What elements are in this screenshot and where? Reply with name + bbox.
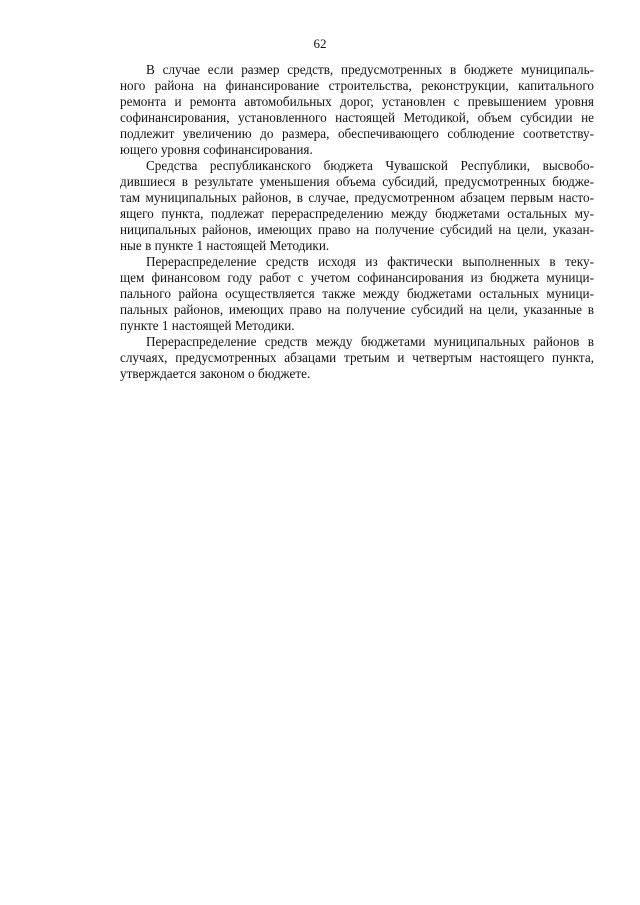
- text-line: там муниципальных районов, в случае, предусмотренном абзацем первым насто-: [120, 190, 594, 205]
- text-line: ющего уровня софинансирования.: [120, 142, 313, 157]
- text-line: В случае если размер средств, предусмотренных в бюджете муниципаль-: [146, 62, 594, 77]
- paragraph-1: [120, 62, 594, 158]
- paragraph-2: [120, 158, 594, 254]
- text-line: пальных районов, имеющих право на получение субсидий на цели, указанные в: [120, 302, 594, 317]
- text-line: ящего пункта, подлежат перераспределению между бюджетами остальных му-: [120, 206, 594, 221]
- text-line: ремонта и ремонта автомобильных дорог, установлен с превышением уровня: [120, 94, 594, 109]
- paragraph-4: [120, 334, 594, 382]
- paragraph-3: [120, 254, 594, 334]
- text-line: пункте 1 настоящей Методики.: [120, 318, 295, 333]
- page-number: 62: [313, 36, 327, 51]
- text-line: Средства республиканского бюджета Чувашской Республики, высвобо-: [146, 158, 594, 173]
- text-line: случаях, предусмотренных абзацами третьим и четвертым настоящего пункта,: [120, 350, 594, 365]
- text-line: подлежит увеличению до размера, обеспечивающего соблюдение соответству-: [120, 126, 594, 141]
- text-line: Перераспределение средств исходя из фактически выполненных в теку-: [146, 254, 594, 269]
- text-line: ные в пункте 1 настоящей Методики.: [120, 238, 330, 253]
- text-line: Перераспределение средств между бюджетами муниципальных районов в: [146, 334, 594, 349]
- text-line: пального района осуществляется также между бюджетами остальных муници-: [120, 286, 594, 301]
- text-line: софинансирования, установленного настоящей Методикой, объем субсидии не: [120, 110, 594, 125]
- text-line: щем финансовом году работ с учетом софинансирования из бюджета муници-: [120, 270, 594, 285]
- text-line: утверждается законом о бюджете.: [120, 366, 311, 381]
- text-line: ниципальных районов, имеющих право на получение субсидий на цели, указан-: [120, 222, 594, 237]
- text-line: ного района на финансирование строительства, реконструкции, капитального: [120, 78, 594, 93]
- text-line: дившиеся в результате уменьшения объема субсидий, предусмотренных бюдже-: [120, 174, 594, 189]
- body-text: [120, 62, 594, 382]
